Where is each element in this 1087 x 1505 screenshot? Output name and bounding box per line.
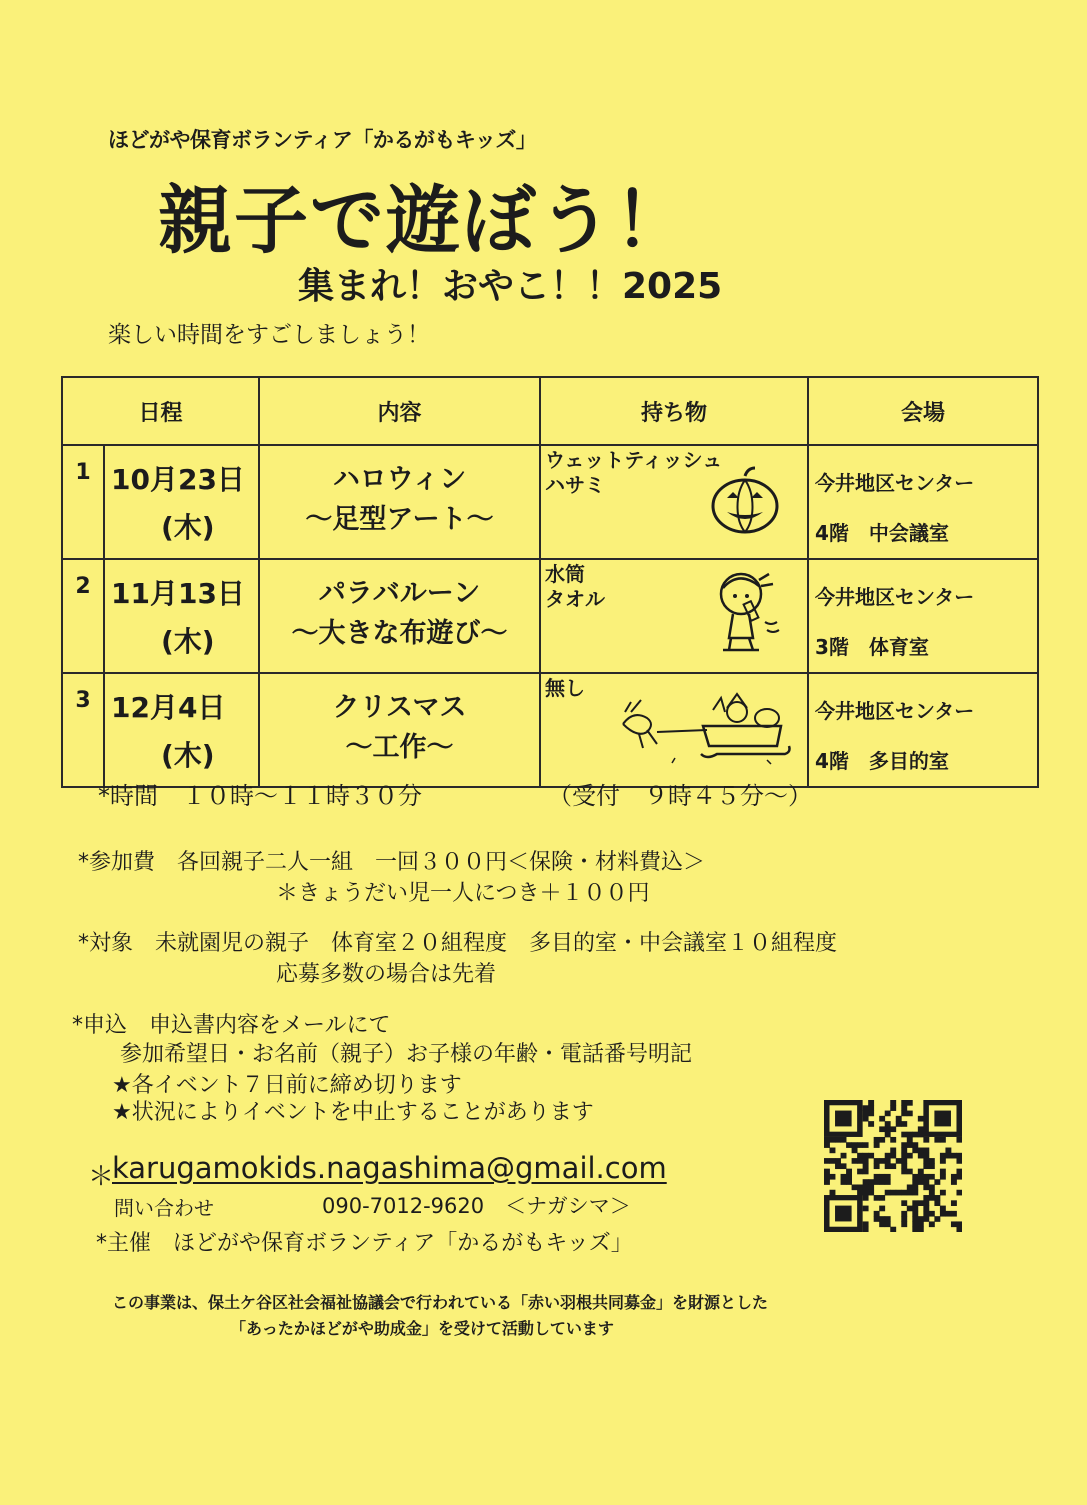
content-sub: 〜足型アート〜 [305,504,494,535]
item-line: 水筒 [545,562,586,586]
tagline: 楽しい時間をすごしましょう！ [108,322,430,348]
content-title: パラバルーン [318,578,481,609]
items-cell [540,445,808,559]
event-date [104,445,259,559]
time-info: *時間 １０時〜１１時３０分 [98,782,422,810]
child-drinking-icon [709,566,785,654]
apply-details: 参加希望日・お名前（親子）お子様の年齢・電話番号明記 [120,1042,693,1067]
qr-code-image [824,1100,962,1232]
content-sub: 〜大きな布遊び〜 [291,618,508,649]
page-title: 親子で遊ぼう！ [158,178,690,264]
deadline-note: ★各イベント７日前に締め切ります [112,1073,462,1098]
subtitle: 集まれ！おやこ！！2025 [298,266,723,307]
venue-name: 今井地区センター [815,585,975,609]
venue-room: 4階 中会議室 [815,521,949,545]
fee-sibling-info: ＊きょうだい児一人につき＋１００円 [276,881,650,906]
table-row [62,559,1038,673]
items-cell [540,673,808,787]
email-bullet: ＊ [88,1162,115,1192]
day-of-week: (木) [161,511,215,544]
email-link[interactable]: karugamokids.nagashima@gmail.com [112,1151,667,1185]
header-items: 持ち物 [540,377,808,445]
content-sub: 〜工作〜 [345,732,454,763]
event-date [104,673,259,787]
items-cell [540,559,808,673]
contact-label: 問い合わせ [114,1196,214,1220]
event-content [259,445,540,559]
day-of-week: (木) [161,625,215,658]
row-number: 1 [62,445,104,559]
day-of-week: (木) [161,739,215,772]
content-title: クリスマス [332,692,467,723]
header-venue: 会場 [808,377,1038,445]
venue-room: 3階 体育室 [815,635,929,659]
target-info: *対象 未就園児の親子 体育室２０組程度 多目的室・中会議室１０組程度 [78,931,838,956]
content-title: ハロウィン [332,464,467,495]
pumpkin-icon [709,464,781,536]
date-text: 12月4日 [111,691,226,724]
item-line: ハサミ [545,473,606,497]
qr-code[interactable] [824,1100,962,1232]
venue-name: 今井地区センター [815,471,975,495]
santa-sleigh-icon [617,690,793,766]
row-number: 3 [62,673,104,787]
organizer-line: ほどがや保育ボランティア「かるがもキッズ」 [108,128,537,152]
item-line: ウェットティッシュ [545,448,723,472]
apply-info: *申込 申込書内容をメールにて [72,1013,391,1038]
row-number: 2 [62,559,104,673]
item-line: タオル [545,587,606,611]
date-text: 10月23日 [111,463,245,496]
cancel-note: ★状況によりイベントを中止することがあります [112,1100,594,1125]
event-date [104,559,259,673]
venue-cell [808,559,1038,673]
reception-info: （受付 ９時４５分〜） [548,782,812,810]
phone-number: 090-7012-9620 ＜ナガシマ＞ [322,1194,631,1218]
date-text: 11月13日 [111,577,245,610]
schedule-table [61,376,1039,788]
venue-cell [808,445,1038,559]
venue-cell [808,673,1038,787]
host-info: *主催 ほどがや保育ボランティア「かるがもキッズ」 [96,1231,633,1256]
target-note: 応募多数の場合は先着 [276,962,497,987]
table-row [62,673,1038,787]
event-content [259,559,540,673]
footer-line-1: この事業は、保土ケ谷区社会福祉協議会で行われている「赤い羽根共同募金」を財源とした [112,1293,769,1312]
item-line: 無し [545,676,586,700]
footer-line-2: 「あったかほどがや助成金」を受けて活動しています [230,1319,614,1338]
table-row [62,445,1038,559]
header-content: 内容 [259,377,540,445]
venue-room: 4階 多目的室 [815,749,949,773]
venue-name: 今井地区センター [815,699,975,723]
table-header-row [62,377,1038,445]
fee-info: *参加費 各回親子二人一組 一回３００円＜保険・材料費込＞ [78,850,706,875]
header-schedule: 日程 [62,377,259,445]
event-content [259,673,540,787]
